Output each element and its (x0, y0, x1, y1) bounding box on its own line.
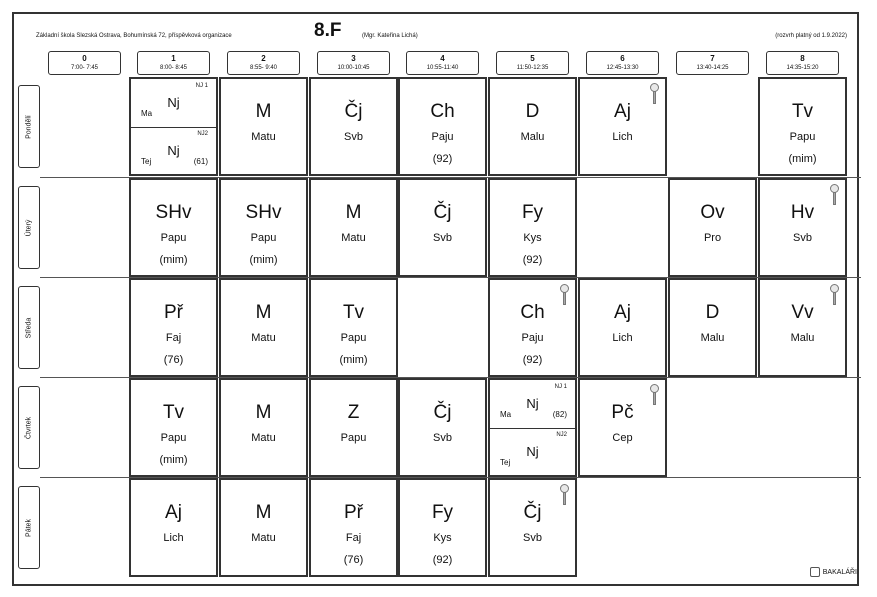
lesson-cell[interactable] (309, 77, 398, 176)
period-number: 2 (261, 54, 266, 63)
period-number: 4 (440, 54, 445, 63)
subject: Aj (614, 101, 631, 122)
period-time: 10:55-11:40 (426, 65, 459, 71)
day-label-4 (18, 486, 40, 569)
period-time: 8:00- 8:45 (159, 65, 188, 71)
lesson-group-bottom[interactable] (490, 428, 575, 476)
room: (mim) (339, 354, 368, 366)
period-header-8 (766, 51, 839, 75)
teacher: Papu (250, 232, 277, 244)
teacher: Pro (703, 232, 722, 244)
key-icon (560, 484, 569, 506)
key-icon (830, 284, 839, 306)
period-number: 1 (171, 54, 176, 63)
subject: Př (164, 302, 183, 323)
group-label: NJ 1 (554, 384, 567, 390)
lesson-cell[interactable] (668, 178, 757, 277)
period-time: 11:50-12:35 (516, 65, 549, 71)
day-name: Pátek (25, 518, 33, 537)
key-icon (560, 284, 569, 306)
lesson-cell[interactable] (578, 77, 667, 176)
teacher: Papu (340, 332, 367, 344)
day-label-1 (18, 186, 40, 269)
teacher: Tej (500, 457, 511, 467)
subject: Čj (433, 402, 452, 423)
teacher: Matu (251, 131, 276, 143)
period-number: 5 (530, 54, 535, 63)
day-name: Čtvrtek (25, 416, 33, 439)
room: (mim) (249, 254, 278, 266)
room: (76) (343, 554, 364, 566)
subject: Čj (433, 202, 452, 223)
lesson-cell[interactable] (488, 478, 577, 577)
room: (92) (432, 554, 453, 566)
period-time: 13:40-14:25 (696, 65, 729, 71)
period-header-5 (496, 51, 569, 75)
room: (mim) (159, 254, 188, 266)
period-header-3 (317, 51, 390, 75)
period-header-4 (406, 51, 479, 75)
lesson-cell[interactable] (578, 378, 667, 477)
key-stem (563, 492, 566, 505)
class-teacher: (Mgr. Kateřina Lichá) (362, 33, 418, 39)
room: (92) (522, 354, 543, 366)
group-label: NJ2 (556, 431, 567, 438)
lesson-cell[interactable] (578, 278, 667, 377)
period-header-6 (586, 51, 659, 75)
day-name: Úterý (25, 219, 33, 236)
subject: Tv (162, 402, 185, 423)
bakalari-logo-text: BAKALÁŘI (822, 568, 857, 576)
lesson-cell[interactable] (129, 77, 218, 176)
subject: SHv (245, 202, 282, 223)
group-label: NJ2 (197, 130, 208, 137)
lesson-cell[interactable] (219, 278, 308, 377)
period-header-1 (137, 51, 210, 75)
lesson-cell[interactable] (129, 278, 218, 377)
subject: Fy (431, 502, 454, 523)
subject: Čj (523, 502, 542, 523)
room: (61) (193, 156, 208, 166)
room: (92) (432, 153, 453, 165)
valid-from: (rozvrh platný od 1.9.2022) (775, 33, 847, 39)
lesson-group-bottom[interactable] (131, 127, 216, 175)
lesson-cell[interactable] (129, 478, 218, 577)
subject: Fy (521, 202, 544, 223)
bakalari-logo (810, 567, 857, 577)
bakalari-logo-icon (810, 567, 820, 577)
period-header-2 (227, 51, 300, 75)
teacher: Kys (433, 532, 452, 544)
key-stem (833, 192, 836, 205)
subject: Ch (520, 302, 545, 323)
period-time: 7:00- 7:45 (70, 65, 99, 71)
subject: Čj (344, 101, 363, 122)
teacher: Cep (612, 432, 633, 444)
subject: D (525, 101, 540, 122)
subject: Nj (167, 142, 180, 158)
lesson-cell[interactable] (129, 378, 218, 477)
subject: Hv (790, 202, 815, 223)
period-time: 10:00-10:45 (337, 65, 370, 71)
subject: Z (347, 402, 360, 423)
teacher: Svb (523, 532, 542, 544)
subject: M (255, 302, 272, 323)
class-name: 8.F (314, 20, 342, 41)
teacher: Kys (523, 232, 542, 244)
room: (mim) (788, 153, 817, 165)
teacher: Svb (793, 232, 812, 244)
room: (76) (163, 354, 184, 366)
period-time: 12:45-13:30 (606, 65, 639, 71)
lesson-cell[interactable] (488, 178, 577, 277)
teacher: Matu (251, 432, 276, 444)
lesson-cell[interactable] (668, 278, 757, 377)
day-label-3 (18, 386, 40, 469)
teacher: Lich (163, 532, 184, 544)
subject: M (345, 202, 362, 223)
teacher: Malu (790, 332, 815, 344)
period-time: 14:35-15:20 (786, 65, 819, 71)
teacher: Faj (345, 532, 362, 544)
teacher: Svb (344, 131, 363, 143)
teacher: Lich (612, 332, 633, 344)
day-name: Středa (25, 317, 33, 338)
teacher: Matu (341, 232, 366, 244)
lesson-cell[interactable] (758, 178, 847, 277)
key-stem (653, 91, 656, 104)
subject: M (255, 101, 272, 122)
subject: M (255, 402, 272, 423)
teacher: Svb (433, 432, 452, 444)
subject: M (255, 502, 272, 523)
period-number: 7 (710, 54, 715, 63)
subject: Nj (526, 443, 539, 459)
lesson-cell[interactable] (129, 178, 218, 277)
teacher: Papu (160, 232, 187, 244)
period-header-0 (48, 51, 121, 75)
teacher: Malu (700, 332, 725, 344)
period-number: 0 (82, 54, 87, 63)
lesson-cell[interactable] (309, 278, 398, 377)
period-number: 8 (800, 54, 805, 63)
subject: D (705, 302, 720, 323)
lesson-cell[interactable] (758, 77, 847, 176)
teacher: Papu (340, 432, 367, 444)
subject: Př (344, 502, 363, 523)
room: (92) (522, 254, 543, 266)
subject: Nj (167, 95, 180, 110)
teacher: Malu (520, 131, 545, 143)
day-name: Pondělí (25, 114, 33, 139)
room: (mim) (159, 454, 188, 466)
teacher: Svb (433, 232, 452, 244)
key-icon (830, 184, 839, 206)
subject: Vv (791, 302, 814, 323)
teacher: Tej (141, 156, 152, 166)
teacher: Papu (789, 131, 816, 143)
subject: Aj (614, 302, 631, 323)
teacher: Ma (141, 109, 153, 118)
lesson-cell[interactable] (758, 278, 847, 377)
lesson-cell[interactable] (219, 378, 308, 477)
lesson-group-top[interactable] (131, 79, 216, 128)
day-label-2 (18, 286, 40, 369)
period-number: 3 (351, 54, 356, 63)
teacher: Paju (521, 332, 544, 344)
teacher: Lich (612, 131, 633, 143)
key-icon (650, 384, 659, 406)
lesson-cell[interactable] (219, 478, 308, 577)
teacher: Matu (251, 332, 276, 344)
lesson-cell[interactable] (398, 178, 487, 277)
lesson-cell[interactable] (309, 178, 398, 277)
teacher: Ma (500, 410, 512, 419)
subject: Tv (791, 101, 814, 122)
teacher: Matu (251, 532, 276, 544)
subject: Ov (700, 202, 725, 223)
subject: Ch (430, 101, 455, 122)
subject: Aj (165, 502, 182, 523)
subject: Pč (611, 402, 634, 423)
teacher: Paju (431, 131, 454, 143)
teacher: Faj (165, 332, 182, 344)
school-name: Základní škola Slezská Ostrava, Bohumínská 72, příspěvková organizace (36, 33, 232, 39)
key-stem (833, 292, 836, 305)
lesson-cell[interactable] (398, 478, 487, 577)
key-stem (653, 392, 656, 405)
subject: SHv (155, 202, 192, 223)
lesson-cell[interactable] (398, 77, 487, 176)
period-header-7 (676, 51, 749, 75)
key-icon (650, 83, 659, 105)
lesson-cell[interactable] (219, 178, 308, 277)
key-stem (563, 292, 566, 305)
subject: Tv (342, 302, 365, 323)
day-label-0 (18, 85, 40, 168)
period-time: 8:55- 9:40 (249, 65, 278, 71)
lesson-cell[interactable] (488, 278, 577, 377)
room: (82) (552, 410, 567, 419)
teacher: Papu (160, 432, 187, 444)
group-label: NJ 1 (195, 83, 208, 89)
period-number: 6 (620, 54, 625, 63)
lesson-cell[interactable] (219, 77, 308, 176)
lesson-cell[interactable] (309, 378, 398, 477)
lesson-cell[interactable] (488, 378, 577, 477)
subject: Nj (526, 396, 539, 411)
lesson-cell[interactable] (309, 478, 398, 577)
lesson-group-top[interactable] (490, 380, 575, 429)
lesson-cell[interactable] (398, 378, 487, 477)
lesson-cell[interactable] (488, 77, 577, 176)
